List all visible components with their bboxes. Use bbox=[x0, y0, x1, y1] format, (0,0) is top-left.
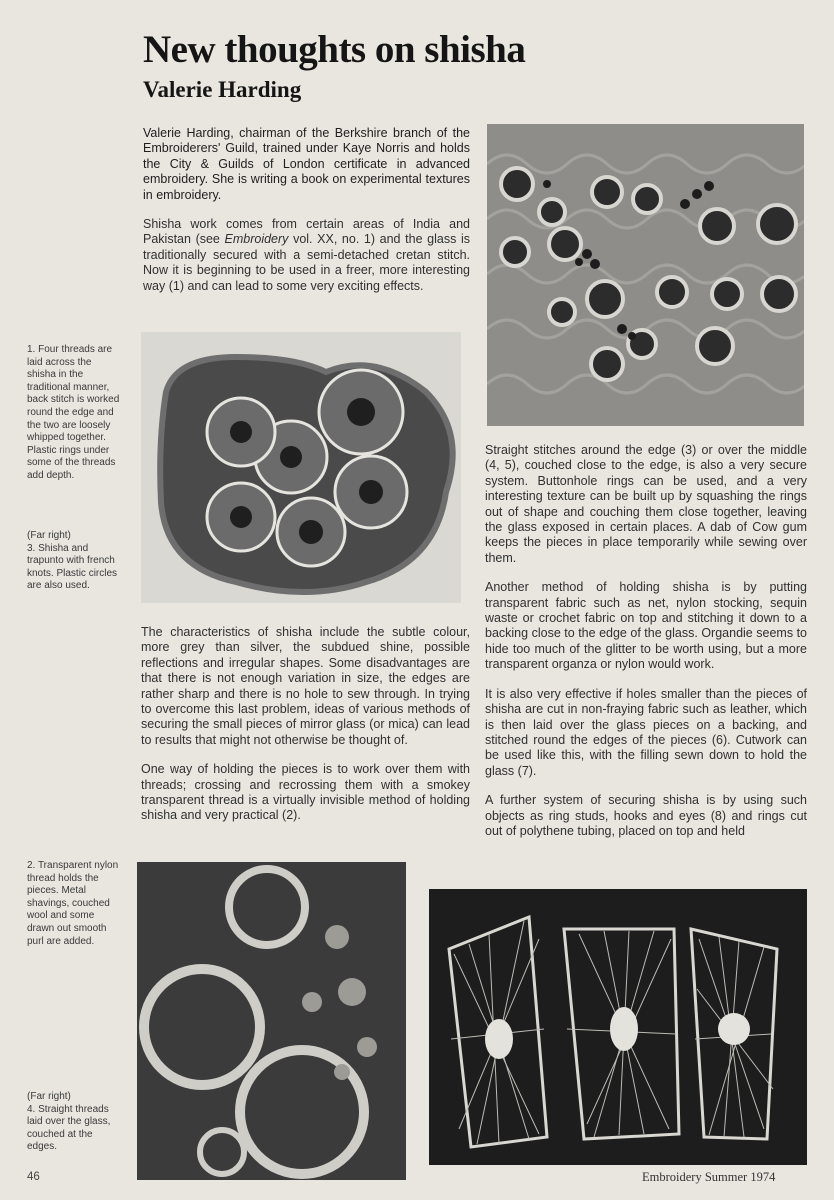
article-author: Valerie Harding bbox=[143, 77, 302, 102]
body-paragraph-7: A further system of securing shisha is by using such objects as ring studs, hooks and eyes (8) and rings cut out of polythene tubing, placed on top and held bbox=[485, 793, 807, 838]
body-paragraph-5: Another method of holding shisha is by putting transparent fabric such as net, nylon stocking, sequin waste or crochet fabric on top and stitching it down to a backing close to the edge of the glass. Organdie seems to hide too much of the glitter to be worth using, but a more transparent organza or nylon would work. bbox=[485, 580, 807, 672]
photo-4-straight-threads bbox=[429, 889, 807, 1165]
caption-4-label: (Far right) bbox=[27, 1091, 71, 1102]
page-number: 46 bbox=[27, 1171, 40, 1183]
body-paragraph-2: The characteristics of shisha include the subtle colour, more grey than silver, the subdued shine, possible reflections and irregular shapes. Some disadvantages are that there is not enough variation in size, the edges are rather sharp and there is no hole to sew through. In trying to overcome this last problem, ideas of various methods of securing the small pieces of mirror glass (or mica) can lead to results that might not otherwise be thought of. bbox=[141, 625, 470, 747]
column-right bbox=[485, 443, 807, 853]
body-paragraph-4: Straight stitches around the edge (3) or over the middle (4, 5), couched close to the edge, is also a very secure system. Buttonhole rings can be used, and a very interesting texture can be built up by squashing the rings out of shape and couching them close together, leaving the glass exposed in certain places. A dab of Cow gum keeps the pieces in place temporarily while sewing over them. bbox=[485, 443, 807, 565]
photo-4-drawing bbox=[429, 889, 807, 1165]
body-paragraph-6: It is also very effective if holes smaller than the pieces of shisha are cut in non-fraying fabric such as leather, which is then laid over the glass pieces on a backing, and stitched round the edges of the pieces (6). Cutwork can be used like this, with the filling sewn down to hold the glass (7). bbox=[485, 686, 807, 778]
body-paragraph-1: Shisha work comes from certain areas of India and Pakistan (see Embroidery vol. XX, no. 1) and the glass is traditionally secured with a semi-detached cretan stitch. Now it is beginning to be used in a freer, more interesting way (1) and can lead to some very exciting effects. bbox=[143, 217, 470, 293]
caption-2: 2. Transparent nylon thread holds the pieces. Metal shavings, couched wool and some drawn out smooth purl are added. bbox=[27, 860, 119, 947]
caption-3: (Far right) 3. Shisha and trapunto with french knots. Plastic circles are also used. bbox=[27, 530, 121, 593]
photo-2-nylon-thread bbox=[137, 862, 406, 1180]
photo-1-drawing bbox=[141, 332, 461, 603]
column-intro-block bbox=[143, 126, 470, 308]
column-left-lower bbox=[141, 625, 470, 838]
photo-3-shisha-trapunto bbox=[487, 124, 804, 426]
article-title: New thoughts on shisha bbox=[143, 28, 526, 71]
photo-2-drawing bbox=[137, 862, 406, 1180]
photo-3-drawing bbox=[487, 124, 804, 426]
body-paragraph-3: One way of holding the pieces is to work over them with threads; crossing and recrossing them with a smokey transparent thread is a virtually invisible method of holding shisha and very practical (2). bbox=[141, 762, 470, 823]
caption-3-label: (Far right) bbox=[27, 530, 71, 541]
caption-4: (Far right) 4. Straight threads laid over the glass, couched at the edges. bbox=[27, 1091, 121, 1154]
caption-1: 1. Four threads are laid across the shisha in the traditional manner, back stitch is worked round the edge and the two are loosely whipped together. Plastic rings under some of the threads add depth. bbox=[27, 344, 120, 481]
photo-1-whipped-threads bbox=[141, 332, 461, 603]
intro-paragraph: Valerie Harding, chairman of the Berkshire branch of the Embroiderers' Guild, trained under Kaye Norris and holds the City & Guilds of London certificate in advanced embroidery. She is writing a book on experimental textures in embroidery. bbox=[143, 126, 470, 202]
running-head: Embroidery Summer 1974 bbox=[642, 1170, 776, 1184]
journal-name: Embroidery bbox=[224, 232, 289, 247]
